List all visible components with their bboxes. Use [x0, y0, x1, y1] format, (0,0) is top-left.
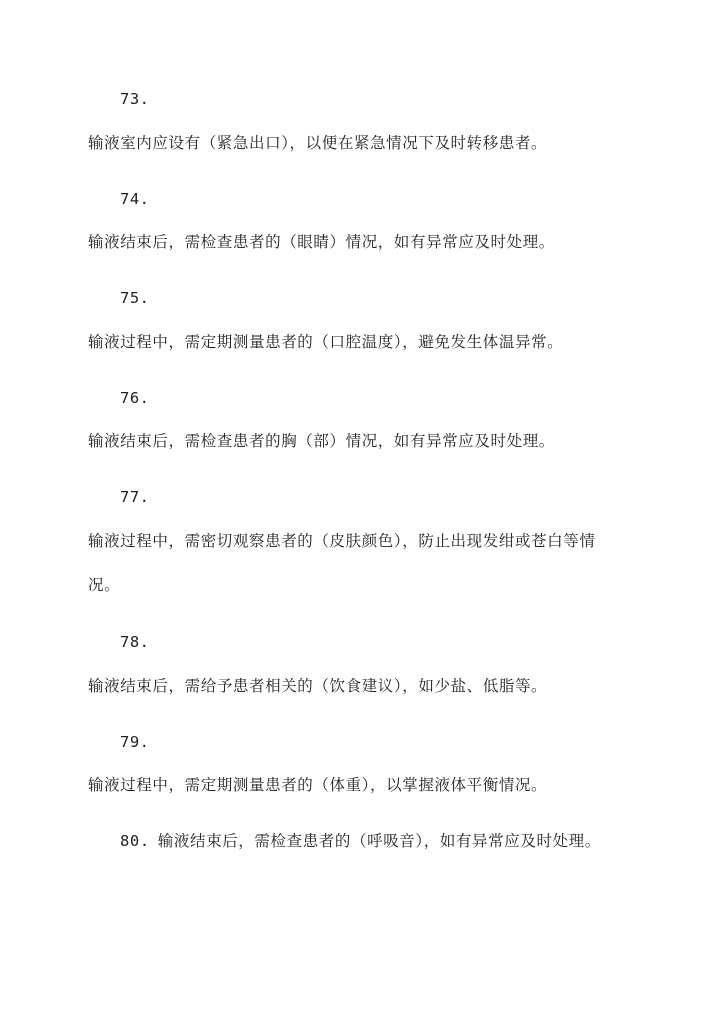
item-number-77: 77.	[120, 488, 150, 506]
item-number-74: 74.	[120, 190, 150, 208]
item-text-80: 输液结束后，需检查患者的（呼吸音），如有异常应及时处理。	[157, 832, 601, 850]
item-text-78: 输液结束后，需给予患者相关的（饮食建议），如少盐、低脂等。	[88, 677, 548, 695]
item-text-73: 输液室内应设有（紧急出口），以便在紧急情况下及时转移患者。	[88, 134, 548, 152]
item-text-75: 输液过程中，需定期测量患者的（口腔温度），避免发生体温异常。	[88, 333, 564, 351]
item-number-79: 79.	[120, 733, 150, 751]
item-text-79: 输液过程中，需定期测量患者的（体重），以掌握液体平衡情况。	[88, 776, 548, 794]
item-text-74: 输液结束后，需检查患者的（眼睛）情况，如有异常应及时处理。	[88, 233, 555, 251]
item-number-78: 78.	[120, 633, 150, 651]
item-text-76: 输液结束后，需检查患者的胸（部）情况，如有异常应及时处理。	[88, 432, 555, 450]
item-text-77-line2: 况。	[88, 576, 121, 594]
item-80	[120, 830, 601, 852]
item-number-80: 80.	[120, 832, 150, 850]
item-number-73: 73.	[120, 90, 150, 108]
item-number-76: 76.	[120, 389, 150, 407]
item-number-75: 75.	[120, 289, 150, 307]
item-text-77-line1: 输液过程中，需密切观察患者的（皮肤颜色），防止出现发绀或苍白等情	[88, 532, 596, 550]
